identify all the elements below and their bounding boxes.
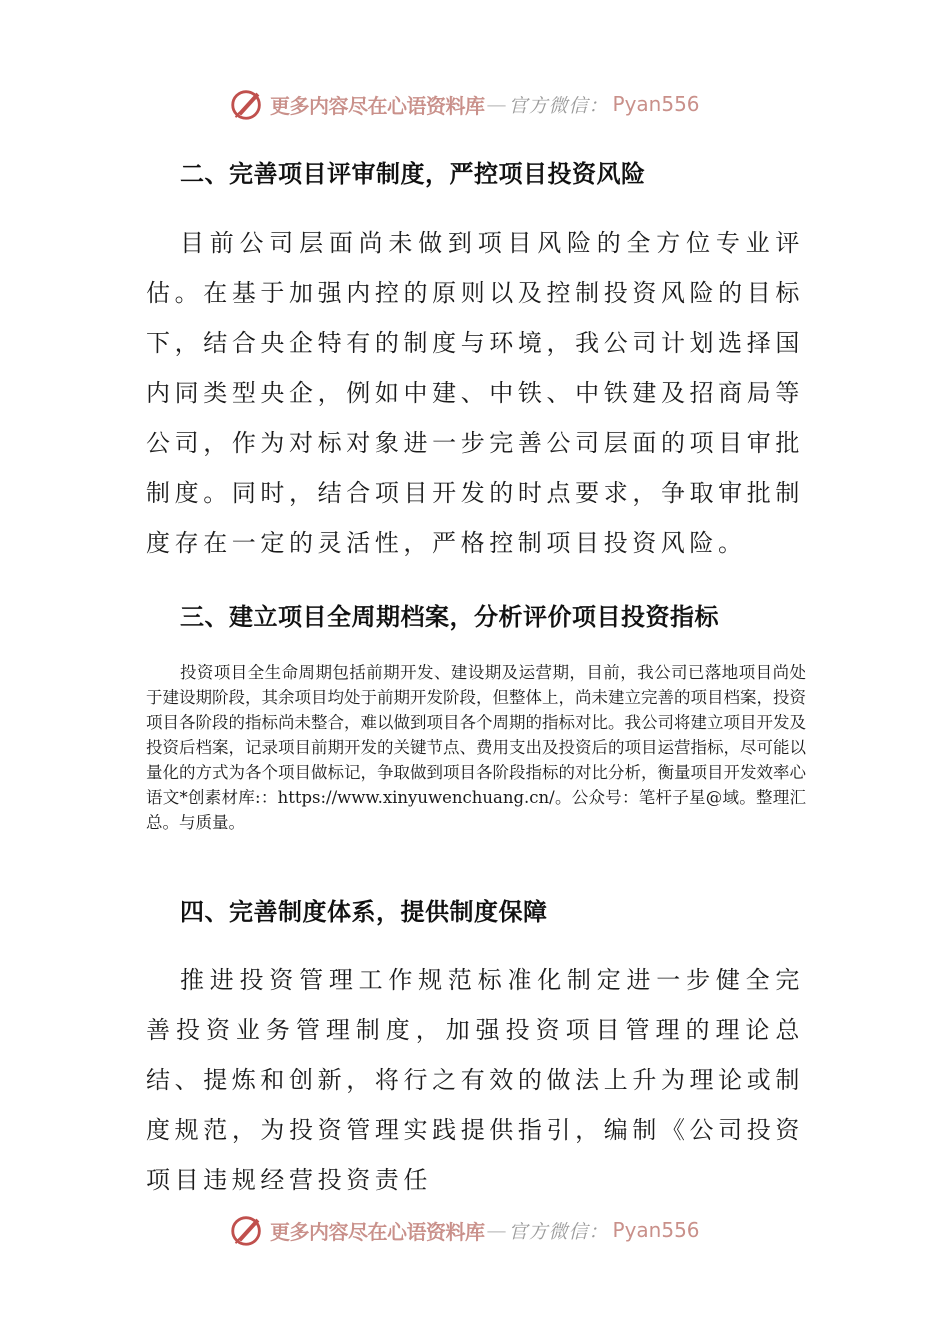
watermark-label: 官方微信： xyxy=(508,1220,609,1243)
watermark-dash: — xyxy=(486,92,507,116)
section-body-3: 投资项目全生命周期包括前期开发、建设期及运营期，目前，我公司已落地项目尚处于建设期阶段，其余项目均处于前期开发阶段，但整体上，尚未建立完善的项目档案，投资项目各阶段的指标尚未整合，难以做到项目各个周期的指标对比。我公司将建立项目开发及投资后档案，记录项目前期开发的关键节点、费用支出及投资后的项目运营指标，尽可能以量化的方式为各个项目做标记，争取做到项目各阶段指标的对比分析，衡量项目开发效率心语文*创素材库:：https://www.xinyuwenchuang.cn/。公众号：笔杆子星@域。整理汇总。与质量。 xyxy=(146,663,806,832)
quill-seal-icon xyxy=(228,85,266,123)
quill-seal-icon xyxy=(228,1211,266,1249)
section-body-4: 推进投资管理工作规范标准化制定进一步健全完善投资业务管理制度，加强投资项目管理的理论总结、提炼和创新，将行之有效的做法上升为理论或制度规范，为投资管理实践提供指引，编制《公司投资项目违规经营投资责任 xyxy=(146,966,804,1194)
watermark-label: 官方微信： xyxy=(508,94,609,117)
watermark-dash: — xyxy=(486,1218,507,1242)
watermark-main-text: 更多内容尽在心语资料库 xyxy=(270,1219,485,1244)
section-heading-4: 四、完善制度体系，提供制度保障 xyxy=(180,897,548,926)
section-heading-2: 二、完善项目评审制度，严控项目投资风险 xyxy=(180,159,646,188)
watermark-banner-top xyxy=(228,84,700,124)
watermark-account: Pyan556 xyxy=(612,1218,700,1242)
section-heading-3: 三、建立项目全周期档案，分析评价项目投资指标 xyxy=(180,602,719,631)
watermark-banner-bottom xyxy=(228,1210,700,1250)
section-body-2: 目前公司层面尚未做到项目风险的全方位专业评估。在基于加强内控的原则以及控制投资风险的目标下，结合央企特有的制度与环境，我公司计划选择国内同类型央企，例如中建、中铁、中铁建及招商局等公司，作为对标对象进一步完善公司层面的项目审批制度。同时，结合项目开发的时点要求，争取审批制度存在一定的灵活性，严格控制项目投资风险。 xyxy=(146,229,804,557)
watermark-account: Pyan556 xyxy=(612,92,700,116)
watermark-main-text: 更多内容尽在心语资料库 xyxy=(270,93,485,118)
